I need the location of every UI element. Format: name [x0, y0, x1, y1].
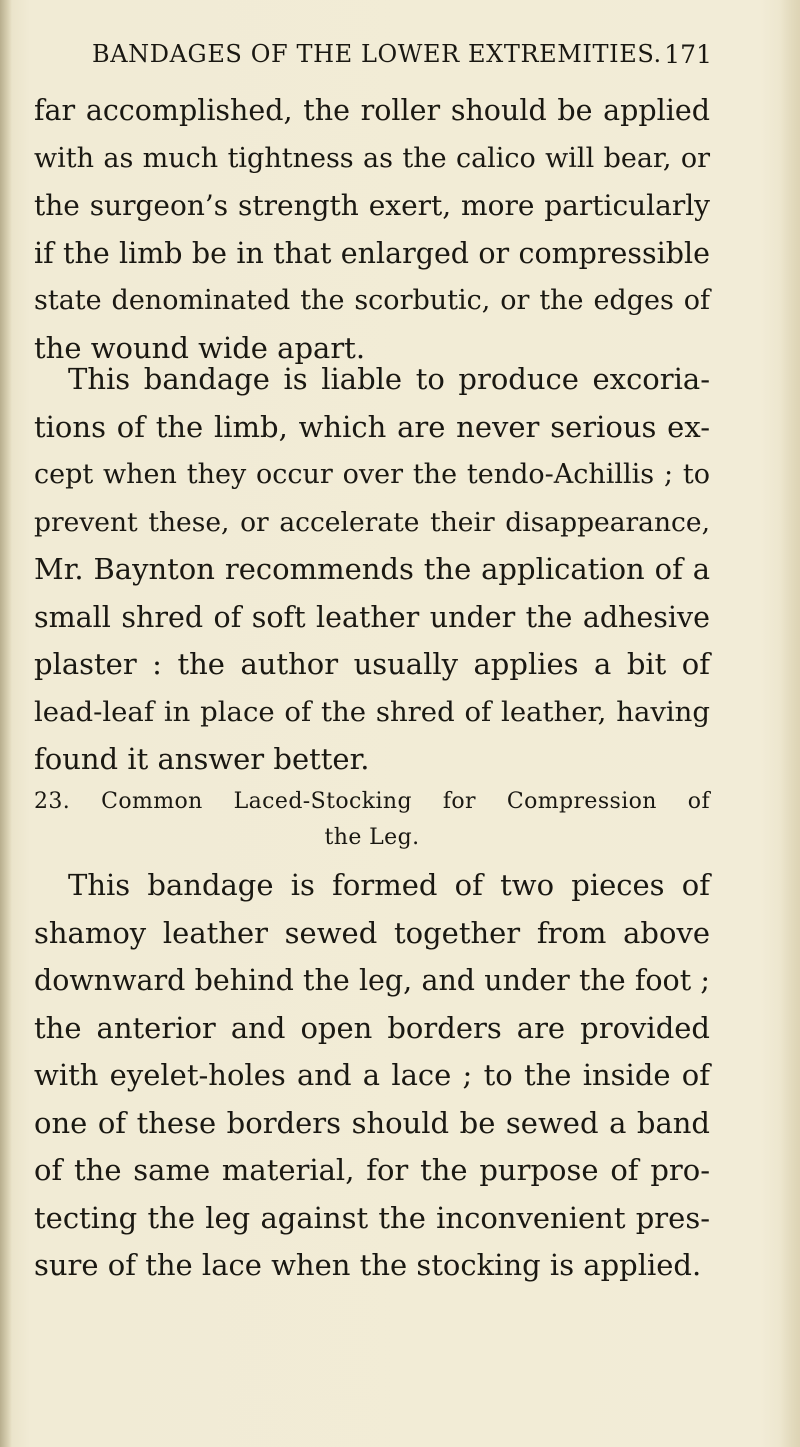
- paragraph-2: [34, 356, 710, 784]
- paragraph-1: [34, 87, 710, 372]
- text-line: lead-leaf in place of the shred of leather, having: [34, 695, 710, 728]
- text-line: state denominated the scorbutic, or the edges of: [34, 285, 710, 316]
- text-line: tecting the leg against the inconvenient pres-: [34, 1200, 710, 1235]
- text-line: This bandage is liable to produce excoria-: [68, 362, 710, 396]
- text-line: plaster : the author usually applies a bit of: [34, 647, 710, 681]
- text-line: prevent these, or accelerate their disappearance,: [34, 506, 710, 538]
- section-heading-line: the Leg.: [324, 825, 420, 850]
- text-line: This bandage is formed of two pieces of: [68, 868, 710, 902]
- text-line: far accomplished, the roller should be applied: [34, 94, 710, 127]
- text-line: found it answer better.: [34, 742, 370, 776]
- text-line: tions of the limb, which are never serious ex-: [34, 409, 710, 444]
- text-line: one of these borders should be sewed a band: [34, 1105, 710, 1140]
- running-head: [92, 40, 712, 80]
- page-gutter: [0, 0, 12, 1447]
- text-line: with as much tightness as the calico will bear, or: [34, 142, 710, 174]
- running-title: BANDAGES OF THE LOWER EXTREMITIES.: [92, 40, 662, 68]
- text-line: the surgeon’s strength exert, more particularly: [34, 189, 710, 222]
- text-line: the wound wide apart.: [34, 330, 366, 365]
- text-line: with eyelet-holes and a lace ; to the inside of: [34, 1058, 710, 1092]
- page-edge: [780, 0, 800, 1447]
- text-line: cept when they occur over the tendo-Achillis ; to: [34, 459, 710, 490]
- text-line: Mr. Baynton recommends the application of a: [34, 552, 710, 586]
- text-line: downward behind the leg, and under the foot ;: [34, 964, 710, 997]
- page-number: 171: [664, 40, 712, 69]
- text-line: sure of the lace when the stocking is applied.: [34, 1248, 702, 1282]
- text-line: of the same material, for the purpose of pro-: [34, 1153, 710, 1187]
- text-line: the anterior and open borders are provided: [34, 1010, 710, 1045]
- section-heading: [34, 784, 710, 856]
- paragraph-3: [34, 862, 710, 1290]
- text-line: if the limb be in that enlarged or compressible: [34, 236, 710, 270]
- text-line: small shred of soft leather under the adhesive: [34, 600, 710, 634]
- section-heading-line: 23. Common Laced-Stocking for Compression of: [34, 789, 710, 814]
- text-line: shamoy leather sewed together from above: [34, 915, 710, 950]
